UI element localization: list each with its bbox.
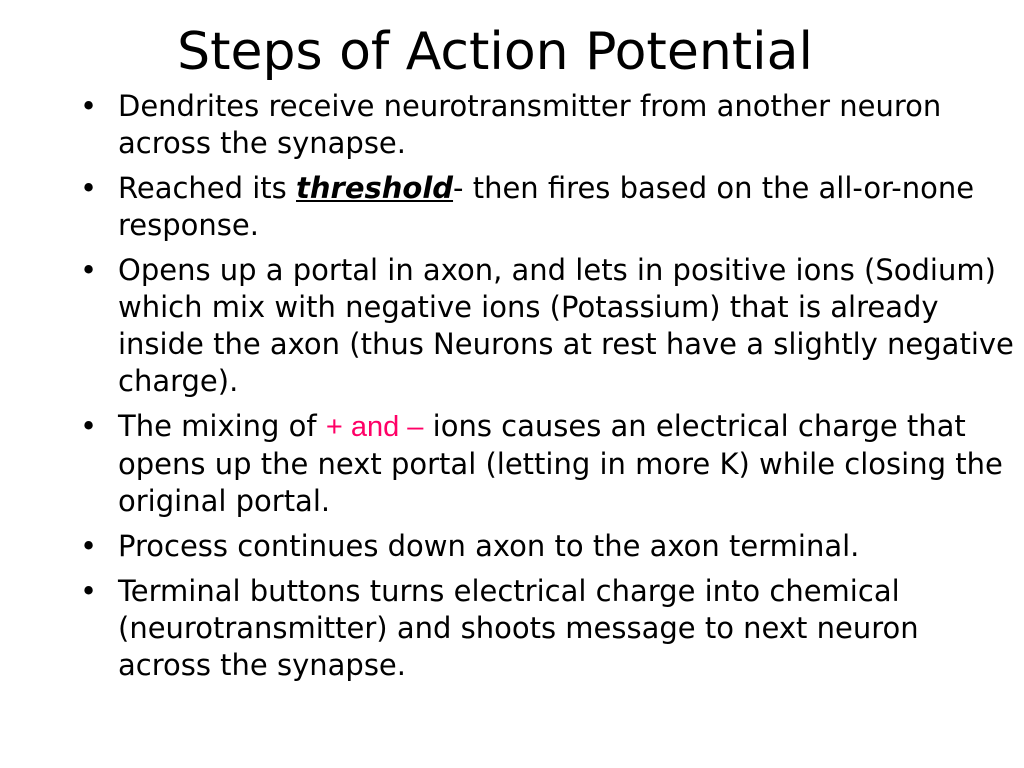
bullet-item — [80, 88, 1015, 162]
bullet-text-before: Reached its — [118, 171, 297, 205]
bullet-text-after: - then fires based on the all-or-none response. — [118, 171, 975, 242]
bullet-marker: • — [80, 574, 98, 608]
bullet-marker: • — [80, 89, 98, 123]
bullet-item — [80, 528, 1015, 565]
bullet-marker: • — [80, 529, 98, 563]
bullet-text-after: ions causes an electrical charge that opens up the next portal (letting in more K) while closing the original portal. — [118, 409, 1003, 518]
bullet-item — [80, 252, 1015, 400]
bullet-text: Process continues down axon to the axon terminal. — [118, 529, 860, 563]
bullet-text: Dendrites receive neurotransmitter from another neuron across the synapse. — [118, 89, 942, 160]
bullet-list — [80, 88, 1015, 692]
bullet-text-before: The mixing of — [118, 409, 326, 443]
bullet-marker: • — [80, 409, 98, 443]
bullet-item — [80, 408, 1015, 520]
slide-title: Steps of Action Potential — [177, 22, 813, 82]
bullet-item — [80, 170, 1015, 244]
highlight-plus-minus: + and – — [325, 411, 424, 443]
bullet-text: Opens up a portal in axon, and lets in positive ions (Sodium) which mix with negative ions (Potassium) that is already inside the axon (thus Neurons at rest have a slightly negative charge). — [118, 253, 1014, 398]
bullet-text: Terminal buttons turns electrical charge into chemical (neurotransmitter) and shoots message to next neuron across the synapse. — [118, 574, 919, 682]
bullet-marker: • — [80, 171, 98, 205]
bullet-item — [80, 573, 1015, 684]
keyword-threshold: threshold — [296, 171, 454, 205]
bullet-marker: • — [80, 253, 98, 287]
